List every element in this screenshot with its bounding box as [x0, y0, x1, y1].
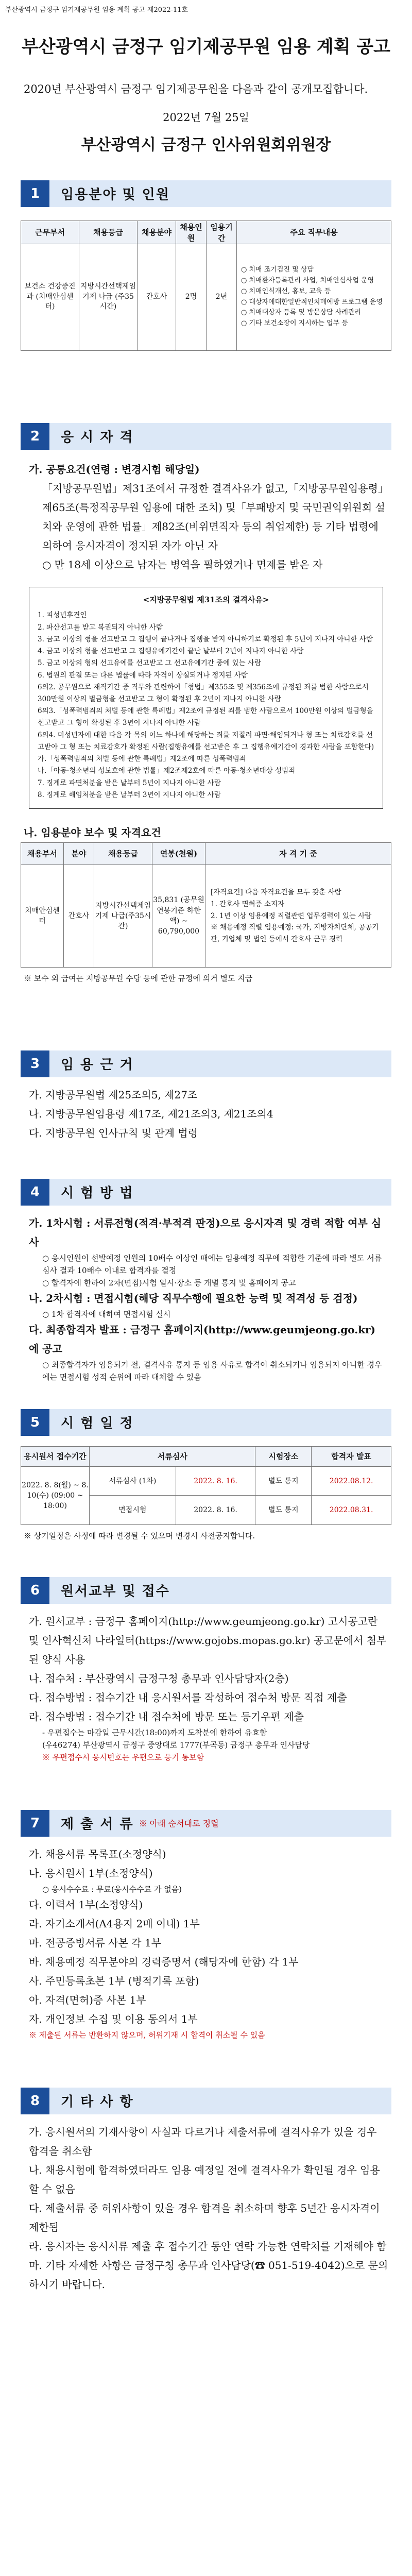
qualification-body: 「지방공무원법」제31조에서 규정한 결격사유가 없고,「지방공무원임용령」제65조(특정직공무원 임용에 대한 조치) 및「부패방지 및 국민권익위원회 설치와 운영에 관한 법률」제82조(비위면직자 등의 취업제한) 등 기타 법령에 의하여 응시자격이 정지된 자가 아닌 자	[42, 482, 388, 552]
schedule-table	[21, 1446, 391, 1525]
exam-line: ○ 최종합격자가 임용되기 전, 결격사유 통지 등 임용 사유로 합격이 취소되거나 임용되지 아니한 경우에는 면접시험 성적 순위에 따라 대체할 수 있음	[42, 1360, 382, 1382]
document-line: 사. 주민등록초본 1부 (병적기록 포함)	[29, 1974, 199, 1987]
application-line: (우46274) 부산광역시 금정구 중앙대로 1777(부곡동) 금정구 총무과 인사담당	[42, 1740, 310, 1750]
document-line: 라. 자기소개서(A4용지 2매 이내) 1부	[29, 1917, 200, 1930]
exam-line: ○ 응시인원이 선발예정 인원의 10배수 이상인 때에는 임용예정 직무에 적합한 기준에 따라 별도 서류심사 결과 10배수 이내로 합격자를 결정	[42, 1253, 382, 1275]
duty-line: ○ 기타 보건소장이 지시하는 업무 등	[241, 319, 348, 328]
section-title: 임용분야 및 인원	[49, 180, 391, 207]
box-line: 8. 징계로 해임처분을 받은 날부터 3년이 지나지 아니한 사람	[38, 790, 221, 799]
duty-line: ○ 치매 조기검진 및 상담	[241, 266, 314, 274]
document-line: 아. 자격(면허)증 사본 1부	[29, 1993, 146, 2006]
issuing-organization: 부산광역시 금정구 인사위원회위원장	[81, 135, 331, 154]
documents-text	[0, 1845, 412, 2041]
note-line: 라. 응시자는 응시서류 제출 후 접수기간 동안 연락 가능한 연락처를 기재해야 함	[29, 2240, 387, 2252]
section-number: 7	[21, 1810, 49, 1837]
table-header: 채용등급	[79, 221, 138, 244]
exam-line: 다. 최종합격자 발표 : 금정구 홈페이지(http://www.geumjeong.go.kr) 에 공고	[29, 1323, 376, 1355]
box-line: 3. 금고 이상의 형을 선고받고 그 집행이 끝나거나 집행을 받지 아니하기로 확정된 후 5년이 지나지 아니한 사람	[38, 635, 373, 643]
box-line: 4. 금고 이상의 형을 선고받고 그 집행유예기간이 끝난 날부터 2년이 지나지 아니한 사람	[38, 647, 304, 656]
table-cell-field: 간호사	[64, 865, 94, 967]
application-line: ※ 우편접수시 응시번호는 우편으로 등기 통보함	[42, 1752, 204, 1762]
criteria-line: ※ 채용예정 직렬 임용예정: 국가, 지방자치단체, 공공기관, 기업체 및 법인 등에서 간호사 근무 경력	[211, 923, 379, 944]
table-row	[21, 865, 391, 967]
exam-line: 나. 2차시험 : 면접시험(해당 직무수행에 필요한 능력 및 적격성 등 검정)	[29, 1292, 358, 1304]
application-line: - 우편접수는 마감일 근무시간(18:00)까지 도착분에 한하여 유효함	[42, 1727, 267, 1737]
section-title: 기 타 사 항	[49, 2088, 391, 2114]
salary-subheading: 나. 임용분야 보수 및 자격요건	[24, 826, 161, 839]
qualification-age: ○ 만 18세 이상으로 남자는 병역을 필하였거나 면제를 받은 자	[42, 558, 323, 571]
box-line: 6. 법원의 판결 또는 다른 법률에 따라 자격이 상실되거나 정지된 사람	[38, 671, 248, 680]
duty-line: ○ 치매대상자 등록 및 방문상담 사례관리	[241, 309, 361, 317]
box-line: 가.「성폭력범죄의 처벌 등에 관한 특례법」제2조에 따른 성폭력범죄	[38, 755, 246, 764]
notice-date: 2022. 8. 16.	[176, 1466, 255, 1496]
table-cell-dept: 보건소 건강증진과 (치매안심센터)	[21, 244, 79, 350]
exam-place-second: 별도 통지	[255, 1496, 312, 1525]
qualification-text	[0, 460, 412, 574]
legal-line: 다. 지방공무원 인사규칙 및 관계 법령	[29, 1126, 198, 1139]
note-line: 마. 기타 자세한 사항은 금정구청 총무과 인사담당(☎ 051-519-4042)으로 문의하시기 바랍니다.	[29, 2259, 388, 2291]
table-header: 분야	[64, 842, 94, 865]
reception-period: 2022. 8. 8(월) ~ 8. 10(수) (09:00 ~ 18:00)	[21, 1466, 90, 1524]
table-cell-grade: 지방시간선택제임기제 나급(주35시간)	[94, 865, 152, 967]
final-announcement-first: 2022.08.12.	[312, 1466, 391, 1496]
box-line: 나.「아동·청소년의 성보호에 관한 법률」제2조제2호에 따른 아동·청소년대상 성범죄	[38, 767, 296, 775]
table-header: 합격자 발표	[312, 1446, 391, 1466]
qualification-heading: 가. 공통요건(연령 : 변경시험 해당일)	[29, 463, 200, 476]
section-title: 시 험 일 정	[49, 1409, 391, 1436]
table-header: 채용분야	[138, 221, 176, 244]
box-line: 6의2. 공무원으로 재직기간 중 직무와 관련하여「형법」제355조 및 제356조에 규정된 죄를 범한 사람으로서 300만원 이상의 벌금형을 선고받고 그 형이 확정된 후 2년이 지나지 아니한 사람	[38, 683, 369, 704]
table-header: 채용부서	[21, 842, 64, 865]
table-cell-field: 간호사	[138, 244, 176, 350]
table-header: 임용기간	[207, 221, 237, 244]
recruitment-table	[21, 221, 391, 351]
application-line: 다. 접수방법 : 접수기간 내 응시원서를 작성하여 접수처 방문 직접 제출	[29, 1691, 347, 1704]
schedule-footnote: ※ 상기일정은 사정에 따라 변경될 수 있으며 변경시 사전공지합니다.	[24, 1531, 255, 1540]
document-line: 마. 전공증빙서류 사본 각 1부	[29, 1936, 162, 1949]
legal-line: 가. 지방공무원법 제25조의5, 제27조	[29, 1088, 198, 1101]
duty-line: ○ 치매인식개선, 홍보, 교육 등	[241, 287, 331, 295]
other-notes-text	[0, 2123, 412, 2294]
box-line: 5. 금고 이상의 형의 선고유예를 선고받고 그 선고유예기간 중에 있는 사람	[38, 659, 261, 668]
duty-line: ○ 대상자에대한일반적인치매예방 프로그램 운영	[241, 298, 383, 306]
table-cell-criteria	[205, 865, 391, 967]
section-heading-2	[21, 423, 391, 450]
table-header: 연봉(천원)	[152, 842, 205, 865]
exam-place: 별도 통지	[255, 1466, 312, 1496]
section-number: 2	[21, 423, 49, 450]
table-cell-grade: 지방시간선택제임기제 나급 (주35시간)	[79, 244, 138, 350]
table-header: 채용등급	[94, 842, 152, 865]
section-title-text: 제 출 서 류	[61, 1817, 134, 1833]
box-title: <지방공무원법 제31조의 결격사유>	[143, 595, 269, 604]
section-heading-6	[21, 1577, 391, 1604]
note-line: 가. 응시원서의 기재사항이 사실과 다르거나 제출서류에 결격사유가 있을 경우 합격을 취소함	[29, 2125, 377, 2157]
section-number: 1	[21, 180, 49, 207]
disqualification-box	[29, 587, 383, 809]
table-row	[21, 1466, 391, 1496]
document-line: 나. 응시원서 1부(소정양식)	[29, 1867, 153, 1879]
section-title: 시 험 방 법	[49, 1179, 391, 1206]
section-heading-8	[21, 2088, 391, 2114]
note-line: 나. 채용시험에 합격하였더라도 임용 예정일 전에 결격사유가 확인될 경우 임용할 수 없음	[29, 2163, 380, 2195]
table-header: 서류심사	[90, 1446, 255, 1466]
final-announcement-second: 2022.08.31.	[312, 1496, 391, 1525]
table-cell-count: 2명	[176, 244, 207, 350]
document-screening: 서류심사 (1차)	[90, 1466, 176, 1496]
table-cell-duties	[237, 244, 391, 350]
table-header: 근무부서	[21, 221, 79, 244]
application-line: 라. 접수방법 : 접수기간 내 접수처에 방문 또는 등기우편 제출	[29, 1710, 304, 1723]
document-line: 바. 채용예정 직무분야의 경력증명서 (해당자에 한함) 각 1부	[29, 1955, 299, 1968]
box-line: 2. 파산선고를 받고 복권되지 아니한 사람	[38, 623, 163, 632]
document-line: 가. 채용서류 목록표(소정양식)	[29, 1848, 166, 1860]
application-line: 가. 원서교부 : 금정구 홈페이지(http://www.geumjeong.go.kr) 고시공고란 및 인사혁신처 나라일터(https://www.gojobs.mopas.go.kr) 공고문에서 첨부된 양식 사용	[29, 1615, 387, 1666]
section-heading-5	[21, 1409, 391, 1436]
table-header: 주요 직무내용	[237, 221, 391, 244]
document-line: 자. 개인정보 수집 및 이용 동의서 1부	[29, 2012, 198, 2025]
legal-basis-text	[0, 1086, 412, 1143]
application-line: 나. 접수처 : 부산광역시 금정구청 총무과 인사담당자(2층)	[29, 1672, 289, 1685]
section-heading-4	[21, 1179, 391, 1206]
section-number: 4	[21, 1179, 49, 1206]
box-line: 7. 징계로 파면처분을 받은 날부터 5년이 지나지 아니한 사람	[38, 778, 221, 787]
page-title: 부산광역시 금정구 임기제공무원 임용 계획 공고	[21, 37, 391, 57]
table-header: 채용인원	[176, 221, 207, 244]
box-line: 6의4. 미성년자에 대한 다음 각 목의 어느 하나에 해당하는 죄를 저질러 파면·해임되거나 형 또는 치료감호를 선고받아 그 형 또는 치료감호가 확정된 사람(집행유예를 선고받은 후 그 집행유예기간이 경과한 사람을 포함한다)	[38, 731, 374, 751]
exam-method-text	[0, 1214, 412, 1383]
box-line: 6의3.「성폭력범죄의 처벌 등에 관한 특례법」제2조에 규정된 죄를 범한 사람으로서 100만원 이상의 벌금형을 선고받고 그 형이 확정된 후 3년이 지나지 아니한 사람	[38, 707, 373, 727]
table-header: 자 격 기 준	[205, 842, 391, 865]
table-row	[21, 244, 391, 350]
application-text	[0, 1612, 412, 1764]
duty-line: ○ 치매환자등록관리 사업, 치매안심사업 운영	[241, 277, 374, 285]
intro-text: 2020년 부산광역시 금정구 임기제공무원을 다음과 같이 공개모집합니다.	[24, 83, 368, 95]
section-title: 응 시 자 격	[49, 423, 391, 450]
interview-exam: 면접시험	[90, 1496, 176, 1525]
notice-date-second: 2022. 8. 16.	[176, 1496, 255, 1525]
section-number: 6	[21, 1577, 49, 1604]
box-line: 1. 피성년후견인	[38, 611, 87, 620]
criteria-line: 1. 간호사 면허증 소지자	[211, 900, 285, 908]
exam-line: ○ 1차 합격자에 대하여 면접시험 실시	[42, 1309, 171, 1319]
criteria-line: 2. 1년 이상 임용예정 직렬관련 업무경력이 있는 사람	[211, 911, 372, 920]
salary-table	[21, 842, 391, 968]
section-note: ※ 아래 순서대로 정렬	[139, 1819, 219, 1829]
section-title: 임 용 근 거	[49, 1050, 391, 1077]
section-heading-3	[21, 1050, 391, 1077]
table-cell-dept: 치매안심센터	[21, 865, 64, 967]
note-line: 다. 제출서류 중 허위사항이 있을 경우 합격을 취소하며 향후 5년간 응시자격이 제한됨	[29, 2201, 380, 2233]
announcement-date: 2022년 7월 25일	[163, 111, 249, 124]
document-line: 다. 이력서 1부(소정양식)	[29, 1898, 143, 1911]
table-header: 시험장소	[255, 1446, 312, 1466]
criteria-line: [자격요건] 다음 자격요건을 모두 갖춘 사람	[211, 888, 341, 896]
section-title	[49, 1810, 391, 1837]
section-number: 3	[21, 1050, 49, 1077]
exam-line: 가. 1차시험 : 서류전형(적격·부적격 판정)으로 응시자격 및 경력 적합 여부 심사	[29, 1216, 382, 1248]
table-cell-salary: 35,831 (공무원 연봉기준 하한액) ~ 60,790,000	[152, 865, 205, 967]
section-heading-1	[21, 180, 391, 207]
table-header: 응시원서 접수기간	[21, 1446, 90, 1466]
section-number: 8	[21, 2088, 49, 2114]
document-line: ○ 응시수수료 : 무료(응시수수료 가 없음)	[42, 1884, 182, 1894]
salary-footnote: ※ 보수 외 급여는 지방공무원 수당 등에 관한 규정에 의거 별도 지급	[24, 973, 253, 983]
section-heading-7	[21, 1810, 391, 1837]
document-line: ※ 제출된 서류는 반환하지 않으며, 허위기재 시 합격이 취소될 수 있음	[29, 2030, 265, 2040]
exam-line: ○ 합격자에 한하여 2차(면접)시험 일시·장소 등 개별 통지 및 홈페이지 공고	[42, 1278, 296, 1287]
section-number: 5	[21, 1409, 49, 1436]
legal-line: 나. 지방공무원임용령 제17조, 제21조의3, 제21조의4	[29, 1107, 273, 1120]
section-title: 원서교부 및 접수	[49, 1577, 391, 1604]
document-header-line: 부산광역시 금정구 임기제공무원 임용 계획 공고 제2022-11호	[5, 6, 188, 14]
table-cell-period: 2년	[207, 244, 237, 350]
